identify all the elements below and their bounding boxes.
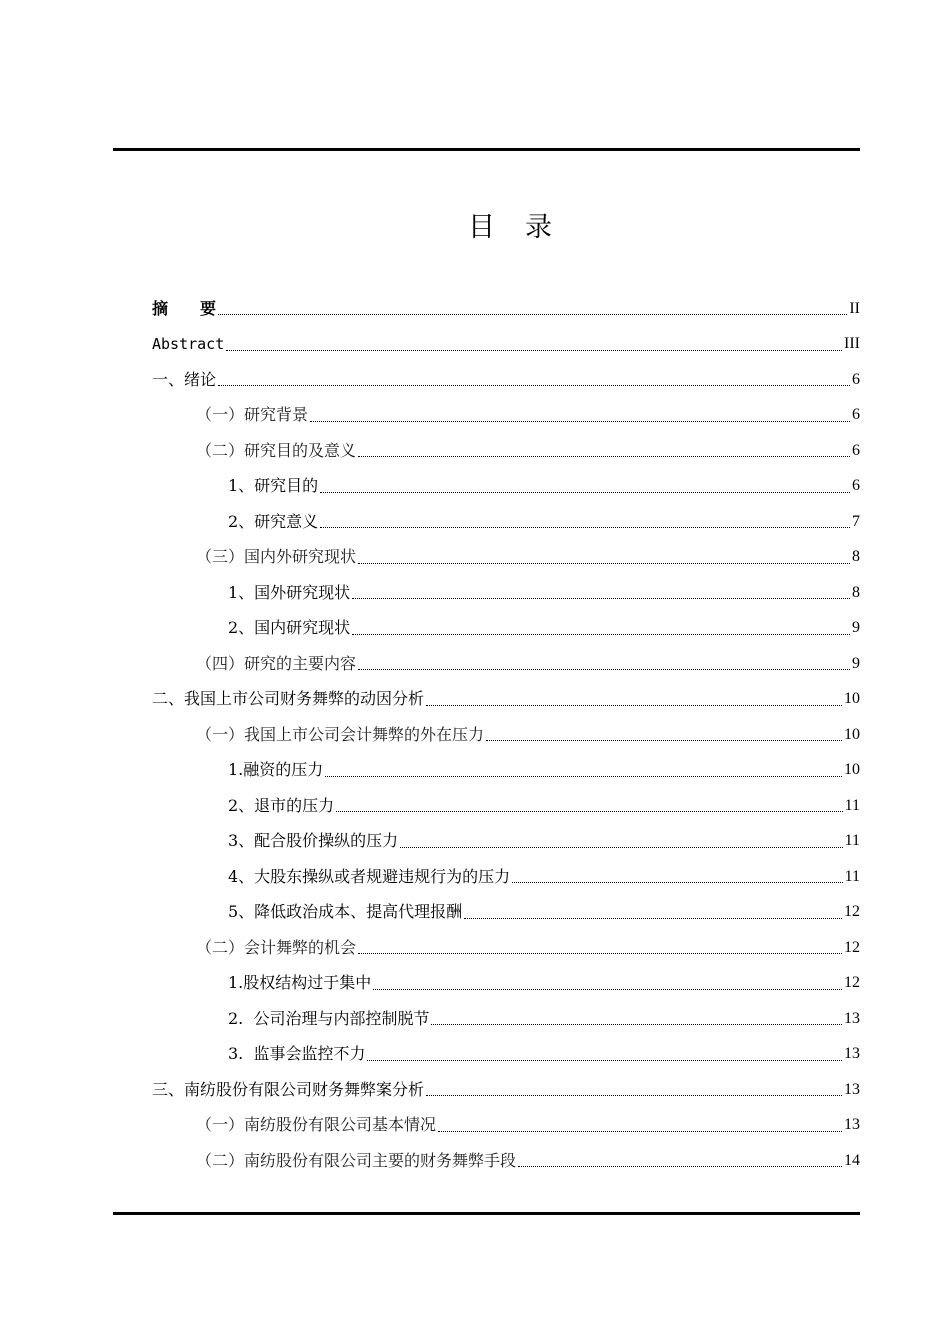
- toc-entry-abstract-en[interactable]: [152, 327, 860, 363]
- toc-entry-page: 12: [844, 974, 860, 992]
- toc-entry-subsection[interactable]: [152, 1001, 860, 1037]
- toc-entry-label: （一）南纺股份有限公司基本情况: [196, 1115, 437, 1135]
- toc-entry-label: 3. 监事会监控不力: [228, 1044, 366, 1064]
- dot-leader: [218, 314, 847, 315]
- dot-leader: [320, 492, 850, 493]
- toc-entry-label: （一）研究背景: [196, 405, 309, 425]
- toc-entry-label: Abstract: [152, 335, 225, 354]
- toc-entry-subsection[interactable]: [152, 575, 860, 611]
- toc-entry-page: 9: [852, 654, 860, 672]
- toc-entry-page: 6: [852, 477, 860, 495]
- toc-entry-subsection[interactable]: [152, 1037, 860, 1073]
- toc-entry-section[interactable]: [152, 398, 860, 434]
- footer-rule: [113, 1212, 860, 1215]
- toc-entry-subsection[interactable]: [152, 753, 860, 789]
- toc-entry-subsection[interactable]: [152, 469, 860, 505]
- page-title: [0, 205, 950, 244]
- toc-entry-subsection[interactable]: [152, 859, 860, 895]
- toc-entry-label: （二）会计舞弊的机会: [196, 937, 357, 957]
- toc-entry-chapter-2[interactable]: [152, 682, 860, 718]
- dot-leader: [426, 705, 842, 706]
- toc-entry-subsection[interactable]: [152, 895, 860, 931]
- toc-entry-label: （三）国内外研究现状: [196, 547, 357, 567]
- dot-leader: [438, 1131, 842, 1132]
- toc-entry-label: 1、国外研究现状: [228, 582, 351, 602]
- dot-leader: [358, 456, 850, 457]
- toc-entry-subsection[interactable]: [152, 788, 860, 824]
- toc-entry-page: III: [844, 335, 860, 353]
- toc-entry-page: 11: [844, 832, 860, 850]
- dot-leader: [367, 1060, 842, 1061]
- toc-entry-abstract-cn[interactable]: [152, 291, 860, 327]
- table-of-contents: [152, 291, 860, 1179]
- dot-leader: [325, 776, 842, 777]
- toc-entry-page: 13: [844, 1045, 860, 1063]
- toc-entry-label: （一）我国上市公司会计舞弊的外在压力: [196, 724, 485, 744]
- toc-entry-section[interactable]: [152, 1108, 860, 1144]
- page-title-char-1: 目: [468, 212, 495, 243]
- toc-entry-section[interactable]: [152, 930, 860, 966]
- dot-leader: [426, 1095, 842, 1096]
- toc-entry-page: 6: [852, 441, 860, 459]
- toc-entry-chapter-1[interactable]: [152, 362, 860, 398]
- toc-entry-label: （二）研究目的及意义: [196, 440, 357, 460]
- toc-entry-label: 摘 要: [152, 298, 217, 318]
- dot-leader: [226, 350, 842, 351]
- dot-leader: [310, 421, 850, 422]
- toc-entry-label: 1.股权结构过于集中: [228, 973, 372, 993]
- header-rule: [113, 148, 860, 151]
- toc-entry-label: 2、研究意义: [228, 511, 319, 531]
- dot-leader: [352, 598, 850, 599]
- toc-entry-label: 1.融资的压力: [228, 760, 324, 780]
- toc-entry-label: 2、退市的压力: [228, 795, 335, 815]
- toc-entry-section[interactable]: [152, 540, 860, 576]
- dot-leader: [431, 1024, 842, 1025]
- dot-leader: [400, 847, 842, 848]
- toc-entry-page: II: [849, 299, 860, 317]
- toc-entry-page: 6: [852, 370, 860, 388]
- toc-entry-page: 14: [844, 1151, 860, 1169]
- dot-leader: [486, 740, 842, 741]
- toc-entry-section[interactable]: [152, 717, 860, 753]
- toc-entry-label: 二、我国上市公司财务舞弊的动因分析: [152, 689, 425, 709]
- toc-entry-section[interactable]: [152, 433, 860, 469]
- dot-leader: [336, 811, 842, 812]
- toc-entry-subsection[interactable]: [152, 824, 860, 860]
- toc-entry-page: 9: [852, 619, 860, 637]
- toc-entry-page: 12: [844, 903, 860, 921]
- toc-entry-section[interactable]: [152, 646, 860, 682]
- page-title-char-2: 录: [525, 212, 552, 243]
- toc-entry-page: 13: [844, 1116, 860, 1134]
- dot-leader: [358, 669, 850, 670]
- toc-entry-label: 2、国内研究现状: [228, 618, 351, 638]
- toc-entry-page: 13: [844, 1080, 860, 1098]
- toc-entry-subsection[interactable]: [152, 611, 860, 647]
- toc-entry-label: （四）研究的主要内容: [196, 653, 357, 673]
- dot-leader: [464, 918, 842, 919]
- toc-entry-page: 7: [852, 512, 860, 530]
- toc-entry-label: 三、南纺股份有限公司财务舞弊案分析: [152, 1079, 425, 1099]
- dot-leader: [512, 882, 842, 883]
- toc-entry-subsection[interactable]: [152, 966, 860, 1002]
- dot-leader: [320, 527, 850, 528]
- toc-entry-label: 3、配合股价操纵的压力: [228, 831, 399, 851]
- toc-entry-page: 10: [844, 690, 860, 708]
- dot-leader: [358, 953, 842, 954]
- toc-entry-page: 13: [844, 1009, 860, 1027]
- dot-leader: [218, 385, 850, 386]
- dot-leader: [518, 1166, 842, 1167]
- toc-entry-page: 11: [844, 867, 860, 885]
- toc-entry-chapter-3[interactable]: [152, 1072, 860, 1108]
- toc-entry-page: 11: [844, 796, 860, 814]
- toc-entry-page: 10: [844, 725, 860, 743]
- dot-leader: [358, 563, 850, 564]
- toc-entry-page: 6: [852, 406, 860, 424]
- toc-entry-page: 8: [852, 583, 860, 601]
- toc-entry-page: 10: [844, 761, 860, 779]
- toc-entry-label: 2. 公司治理与内部控制脱节: [228, 1008, 430, 1028]
- toc-entry-label: （二）南纺股份有限公司主要的财务舞弊手段: [196, 1150, 517, 1170]
- dot-leader: [373, 989, 842, 990]
- dot-leader: [352, 634, 850, 635]
- toc-entry-subsection[interactable]: [152, 504, 860, 540]
- toc-entry-label: 一、绪论: [152, 369, 217, 389]
- toc-entry-page: 8: [852, 548, 860, 566]
- toc-entry-page: 12: [844, 938, 860, 956]
- toc-entry-label: 1、研究目的: [228, 476, 319, 496]
- toc-entry-section[interactable]: [152, 1143, 860, 1179]
- toc-entry-label: 5、降低政治成本、提高代理报酬: [228, 902, 463, 922]
- toc-entry-label: 4、大股东操纵或者规避违规行为的压力: [228, 866, 511, 886]
